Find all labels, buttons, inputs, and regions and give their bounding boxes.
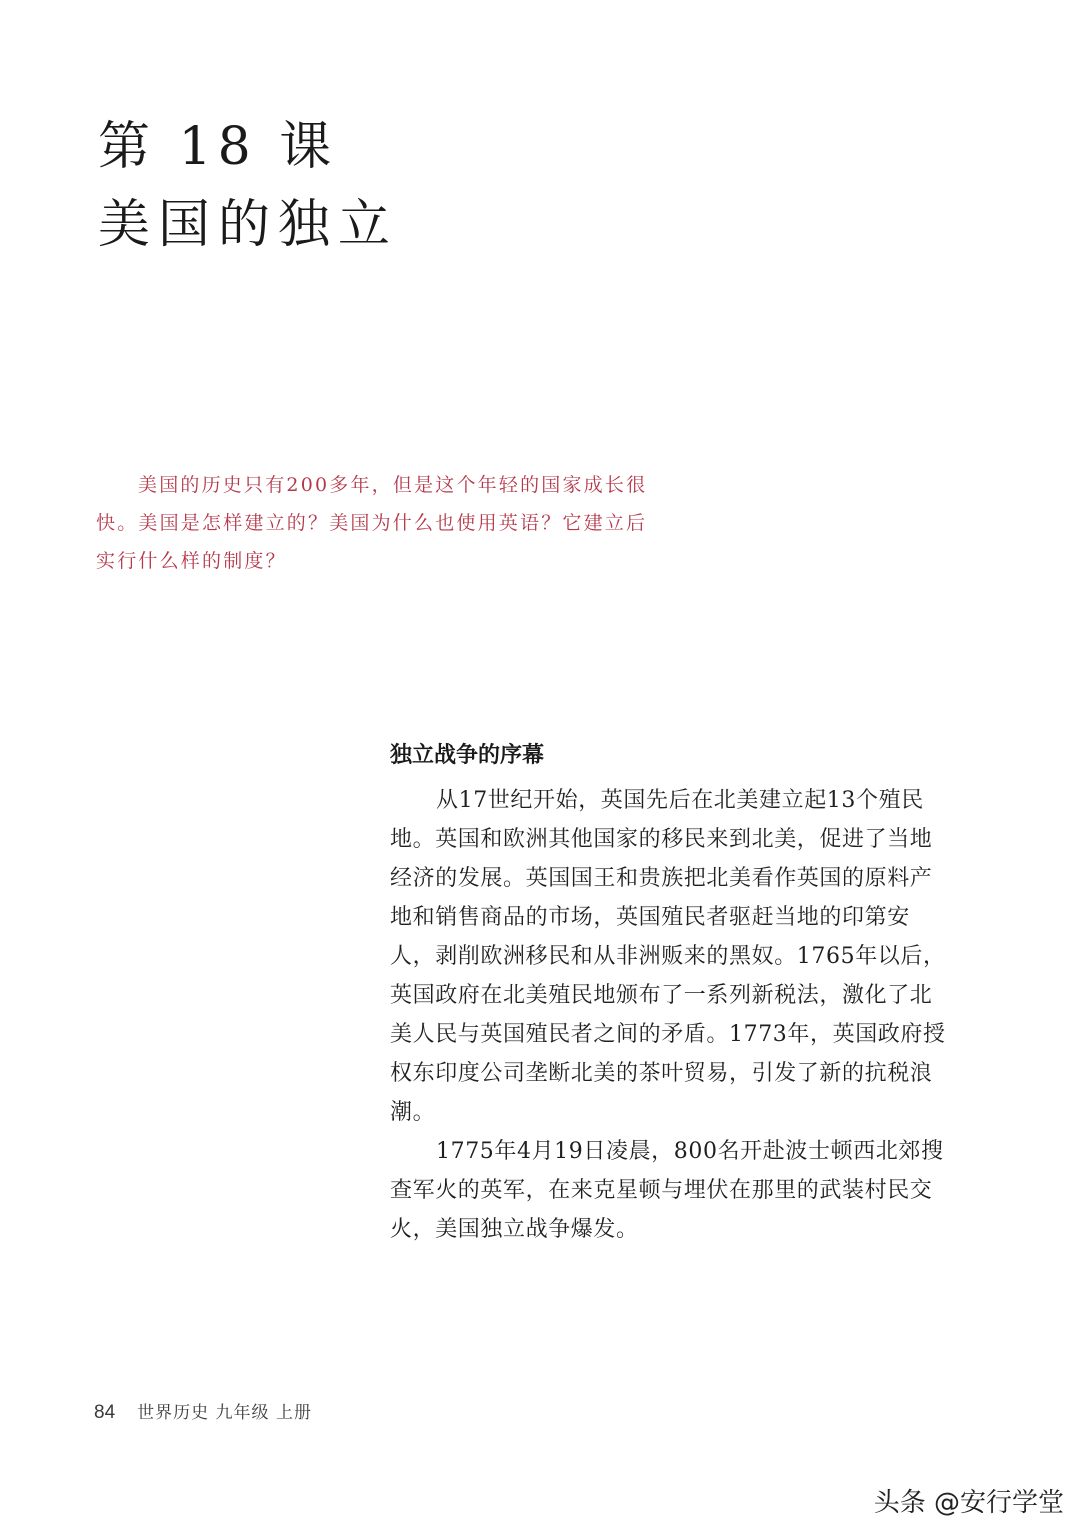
lesson-title: 美国的独立 <box>98 195 399 255</box>
page-number: 84 <box>94 1402 116 1423</box>
page-footer <box>94 1398 312 1424</box>
section-heading: 独立战争的序幕 <box>390 743 545 768</box>
book-title: 世界历史 九年级 上册 <box>137 1403 312 1423</box>
body-paragraph-2: 1775年4月19日凌晨，800名开赴波士顿西北郊搜查军火的英军，在来克星顿与埋伏在那里的武装村民交火，美国独立战争爆发。 <box>390 1139 944 1242</box>
lesson-number: 第 18 课 <box>98 117 338 177</box>
watermark: 头条 @安行学堂 <box>873 1488 1064 1518</box>
intro-paragraph: 美国的历史只有200多年，但是这个年轻的国家成长很快。美国是怎样建立的？美国为什么也使用英语？它建立后实行什么样的制度？ <box>96 474 648 572</box>
body-paragraph-1: 从17世纪开始，英国先后在北美建立起13个殖民地。英国和欧洲其他国家的移民来到北美，促进了当地经济的发展。英国国王和贵族把北美看作英国的原料产地和销售商品的市场，英国殖民者驱赶当地的印第安人，剥削欧洲移民和从非洲贩来的黑奴。1765年以后，英国政府在北美殖民地颁布了一系列新税法，激化了北美人民与英国殖民者之间的矛盾。1773年，英国政府授权东印度公司垄断北美的茶叶贸易，引发了新的抗税浪潮。 <box>390 788 946 1125</box>
